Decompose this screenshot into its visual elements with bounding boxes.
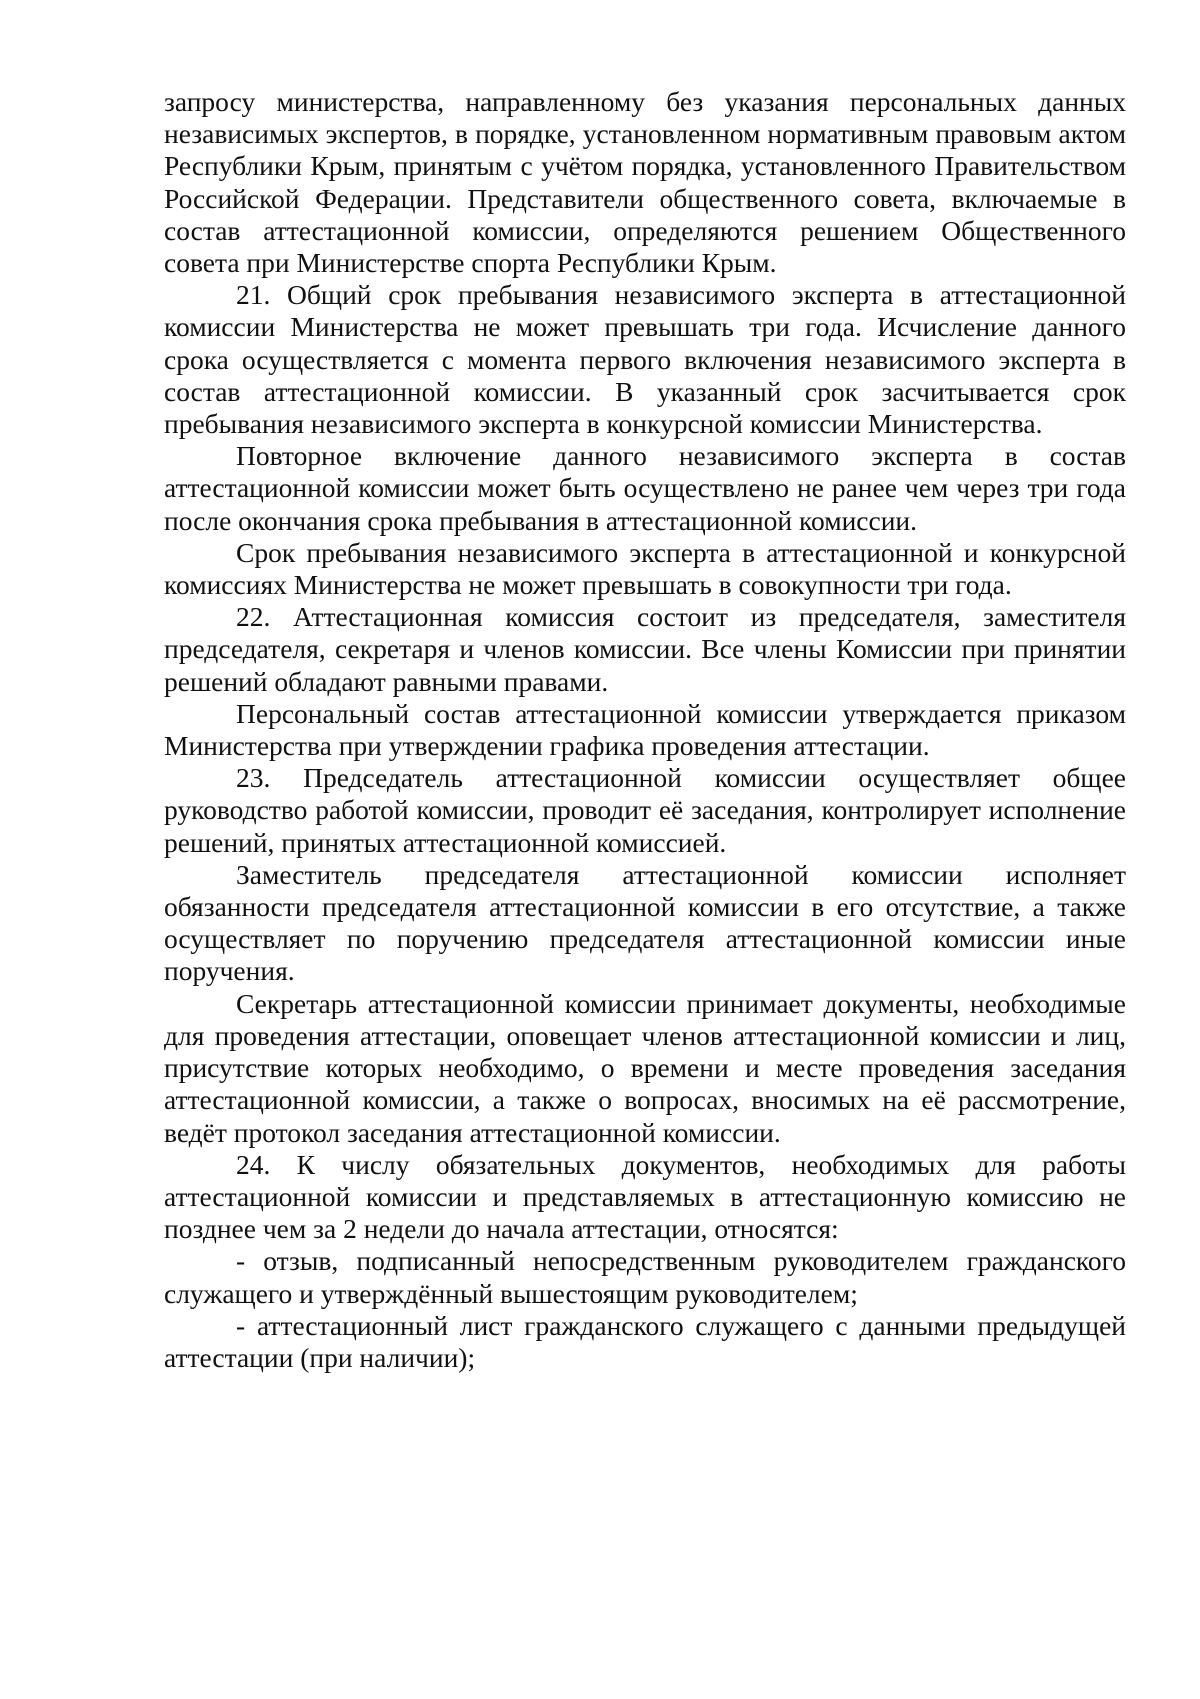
paragraph-personal-composition: Персональный состав аттестационной комиссии утверждается приказом Министерства при утверждении графика проведения аттестации. <box>164 697 1126 762</box>
paragraph-secretary: Секретарь аттестационной комиссии принимает документы, необходимые для проведения аттестации, оповещает членов аттестационной комиссии и лиц, присутствие которых необходимо, о времени и месте проведения заседания аттестационной комиссии, а также о вопросах, вносимых на её рассмотрение, ведёт протокол заседания аттестационной комиссии. <box>164 987 1126 1148</box>
paragraph-21: 21. Общий срок пребывания независимого эксперта в аттестационной комиссии Министерства не может превышать три года. Исчисление данного срока осуществляется с момента первого включения независимого эксперта в состав аттестационной комиссии. В указанный срок засчитывается срок пребывания независимого эксперта в конкурсной комиссии Министерства. <box>164 279 1126 440</box>
paragraph-23: 23. Председатель аттестационной комиссии осуществляет общее руководство работой комиссии, проводит её заседания, контролирует исполнение решений, принятых аттестационной комиссией. <box>164 762 1126 858</box>
paragraph-term-limit: Срок пребывания независимого эксперта в аттестационной и конкурсной комиссиях Министерства не может превышать в совокупности три года. <box>164 536 1126 601</box>
document-body <box>164 86 1126 1374</box>
paragraph-24: 24. К числу обязательных документов, необходимых для работы аттестационной комиссии и представляемых в аттестационную комиссию не позднее чем за 2 недели до начала аттестации, относятся: <box>164 1148 1126 1245</box>
paragraph-repeat-inclusion: Повторное включение данного независимого эксперта в состав аттестационной комиссии может быть осуществлено не ранее чем через три года после окончания срока пребывания в аттестационной комиссии. <box>164 440 1126 536</box>
list-item-review: - отзыв, подписанный непосредственным руководителем гражданского служащего и утверждённый вышестоящим руководителем; <box>164 1245 1126 1309</box>
list-item-attestation-sheet: - аттестационный лист гражданского служащего с данными предыдущей аттестации (при наличии); <box>164 1309 1126 1373</box>
paragraph-22: 22. Аттестационная комиссия состоит из председателя, заместителя председателя, секретаря и членов комиссии. Все члены Комиссии при принятии решений обладают равными правами. <box>164 601 1126 697</box>
paragraph-continuation: запросу министерства, направленному без указания персональных данных независимых экспертов, в порядке, установленном нормативным правовым актом Республики Крым, принятым с учётом порядка, установленного Правительством Российской Федерации. Представители общественного совета, включаемые в состав аттестационной комиссии, определяются решением Общественного совета при Министерстве спорта Республики Крым. <box>164 86 1126 279</box>
paragraph-deputy-chair: Заместитель председателя аттестационной комиссии исполняет обязанности председателя аттестационной комиссии в его отсутствие, а также осуществляет по поручению председателя аттестационной комиссии иные поручения. <box>164 858 1126 987</box>
